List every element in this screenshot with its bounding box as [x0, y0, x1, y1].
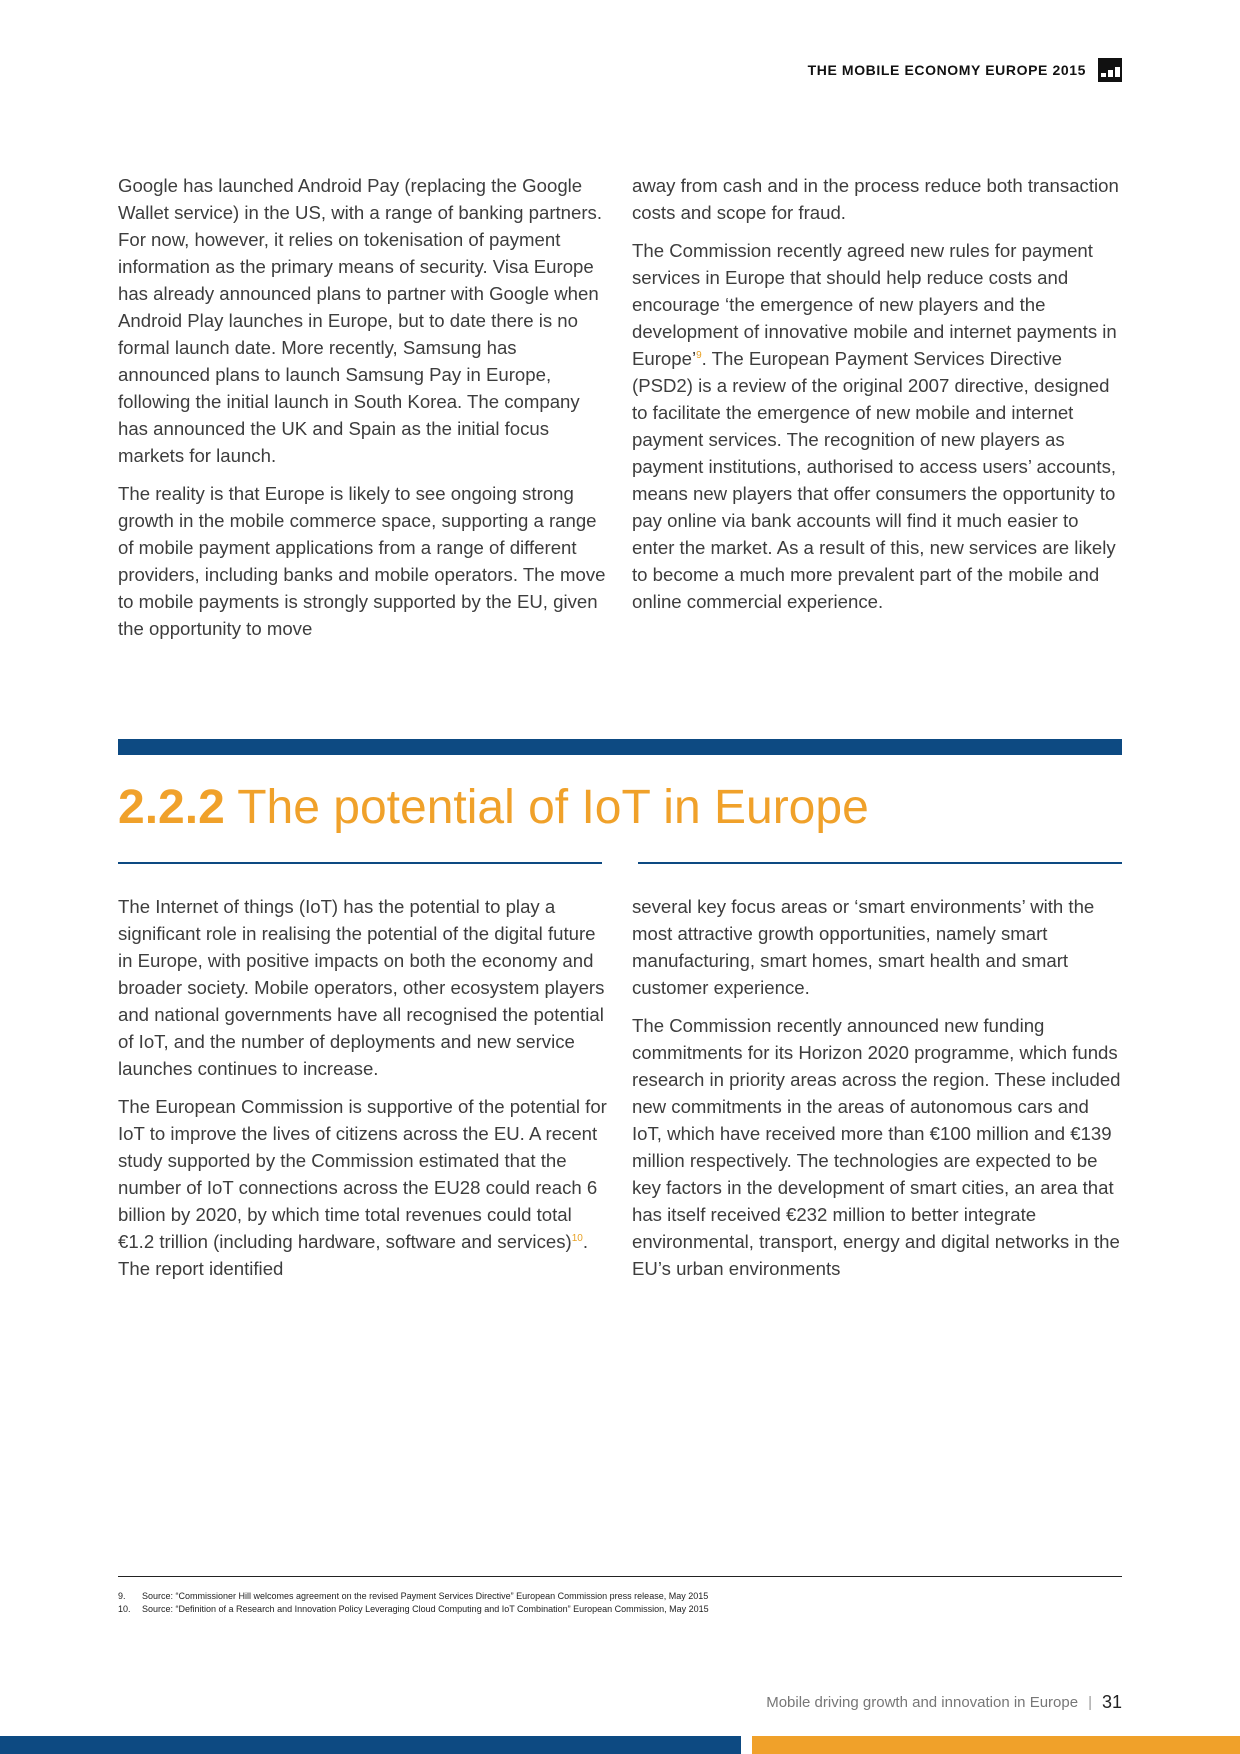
- page-number: 31: [1101, 1692, 1122, 1712]
- paragraph: The European Commission is supportive of the potential for IoT to improve the lives of citizens across the EU. A recent study supported by the Commission estimated that the number of IoT connections across the EU28 could reach 6 billion by 2020, by which time total revenues could total €1.2 trillion (including hardware, software and services)$^{10}$. The report identified: [118, 1096, 607, 1279]
- top-left-column: [118, 172, 608, 653]
- footnote-ref-10[interactable]: 10: [571, 1232, 583, 1244]
- footnote-10: 10. Source: “Definition of a Research and Innovation Policy Leveraging Cloud Computing and IoT Combination” European Commission, May 2015: [118, 1604, 709, 1614]
- section-title: The potential of IoT in Europe: [237, 781, 869, 834]
- header-title: THE MOBILE ECONOMY EUROPE 2015: [807, 62, 1086, 78]
- paragraph: The Internet of things (IoT) has the potential to play a significant role in realising the potential of the digital future in Europe, with positive impacts on both the economy and broader society. Mobile operators, other ecosystem players and national governments have all recognised the potential of IoT, and the number of deployments and new service launches continues to increase.: [118, 896, 605, 1079]
- paragraph: The Commission recently agreed new rules for payment services in Europe that should help reduce costs and encourage ‘the emergence of new players and the development of innovative mobile and internet payments in Europe’$^9$. The European Payment Services Directive (PSD2) is a review of the original 2007 directive, designed to facilitate the emergence of new mobile and internet payment services. The recognition of new players as payment institutions, authorised to access users’ accounts, means new players that offer consumers the opportunity to pay online via bank accounts will find it much easier to enter the market. As a result of this, new services are likely to become a much more prevalent part of the mobile and online commercial experience.: [632, 240, 1117, 612]
- footer-separator: |: [1088, 1694, 1092, 1711]
- footer-bar-orange: [752, 1736, 1240, 1754]
- top-right-column: [632, 172, 1122, 626]
- page-header: [808, 58, 1122, 82]
- footer-bar-blue: [0, 1736, 741, 1754]
- heading-rule-left: [118, 862, 602, 864]
- paragraph: Google has launched Android Pay (replacing the Google Wallet service) in the US, with a range of banking partners. For now, however, it relies on tokenisation of payment information as the primary means of security. Visa Europe has already announced plans to partner with Google when Android Play launches in Europe, but to date there is no formal launch date. More recently, Samsung has announced plans to launch Samsung Pay in Europe, following the initial launch in South Korea. The company has announced the UK and Spain as the initial focus markets for launch.: [118, 175, 603, 466]
- section-divider-bar: [118, 739, 1122, 755]
- paragraph: away from cash and in the process reduce both transaction costs and scope for fraud.: [632, 175, 1119, 223]
- section-heading: [118, 778, 869, 838]
- heading-rule-right: [638, 862, 1122, 864]
- page-footer: [766, 1692, 1122, 1713]
- footer-text: Mobile driving growth and innovation in Europe: [766, 1694, 1079, 1711]
- section-number: 2.2.2: [118, 781, 225, 834]
- footnote-rule: [118, 1576, 1122, 1577]
- footnote-ref-9[interactable]: 9: [696, 349, 702, 361]
- paragraph: The reality is that Europe is likely to see ongoing strong growth in the mobile commerce space, supporting a range of mobile payment applications from a range of different providers, including banks and mobile operators. The move to mobile payments is strongly supported by the EU, given the opportunity to move: [118, 483, 606, 639]
- footnote-9: 9. Source: “Commissioner Hill welcomes agreement on the revised Payment Services Directive” European Commission press release, May 2015: [118, 1591, 709, 1601]
- paragraph: The Commission recently announced new funding commitments for its Horizon 2020 programme, which funds research in priority areas across the region. These included new commitments in the areas of autonomous cars and IoT, which have received more than €100 million and €139 million respectively. The technologies are expected to be key factors in the development of smart cities, an area that has itself received €232 million to better integrate environmental, transport, energy and digital networks in the EU’s urban environments: [632, 1015, 1121, 1279]
- footnotes: [118, 1590, 709, 1616]
- paragraph: several key focus areas or ‘smart environments’ with the most attractive growth opportunities, namely smart manufacturing, smart homes, smart health and smart customer experience.: [632, 896, 1095, 998]
- iot-right-column: [632, 893, 1122, 1293]
- iot-left-column: [118, 893, 608, 1293]
- gsma-logo-icon: [1098, 58, 1122, 82]
